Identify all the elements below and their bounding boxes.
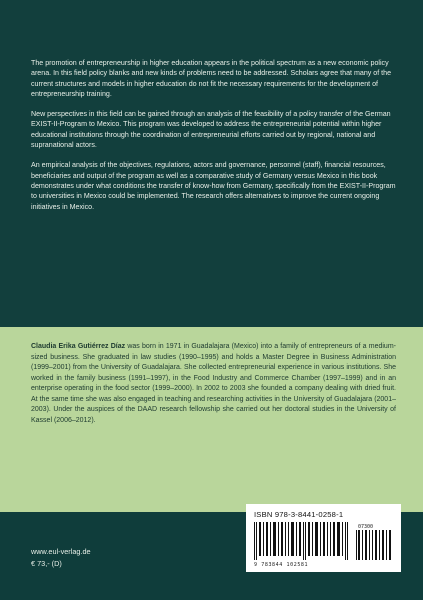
price: € 73,- (D) xyxy=(31,559,62,568)
author-bio-panel xyxy=(0,327,423,512)
isbn-text: ISBN 978-3-8441-0258-1 xyxy=(254,510,344,519)
barcode-label xyxy=(246,504,401,572)
barcode-icon xyxy=(254,522,394,560)
author-bio xyxy=(31,342,396,426)
publisher-url[interactable]: www.eul-verlag.de xyxy=(31,547,91,556)
description-paragraph: The promotion of entrepreneurship in higher education appears in the political spectrum as a new economic policy arena. In this field policy blanks and new kinds of problems need to be addressed. Scholars agree that many of the current structures and models in higher education do not fit the necessary requirements for the development of entrepreneurship training. xyxy=(31,59,392,98)
description-text xyxy=(31,58,399,222)
description-paragraph: An empirical analysis of the objectives, regulations, actors and governance, personnel (staff), financial resources, beneficiaries and output of the program as well as a comparative study of Germany versus Mexico in this book demonstrates under what conditions the transfer of know-how from Germany, specifically from the EXIST-II-Program to universities in Mexico could be implemented. The research offers alternatives to improve the current ongoing initiatives in Mexico. xyxy=(31,161,396,211)
author-bio-text: was born in 1971 in Guadalajara (Mexico) into a family of entrepreneurs of a medium-sized business. She graduated in law studies (1990–1995) and holds a Master Degree in Business Administration (1999–2001) from the University of Guadalajara. She collected entrepreneurial experience in various institutions. She worked in the family business (1991–1997), in the Food Industry and Commerce Chamber (1997–1999) and in an enterprise operating in the food sector (1999–2000). In 2002 to 2003 she founded a company dealing with dried fruit. At the same time she was also engaged in teaching and researching activities in the University of Guadalajara (2001–2003). Under the auspices of the DAAD research fellowship she carried out her doctoral studies in the University of Kassel (2006–2012). xyxy=(31,343,396,424)
publisher-info xyxy=(31,546,91,570)
barcode-addon: 07300 xyxy=(358,524,374,530)
barcode-digits: 9 783844 102581 xyxy=(254,562,309,568)
author-name: Claudia Erika Gutiérrez Díaz xyxy=(31,343,126,350)
description-paragraph: New perspectives in this field can be gained through an analysis of the feasibility of a policy transfer of the German EXIST-II-Program to Mexico. This program was developed to address the entrepreneurial potential within higher educational institutions through the coordination of entrepreneurial efforts carried out by regional, national and supranational actors. xyxy=(31,110,391,150)
